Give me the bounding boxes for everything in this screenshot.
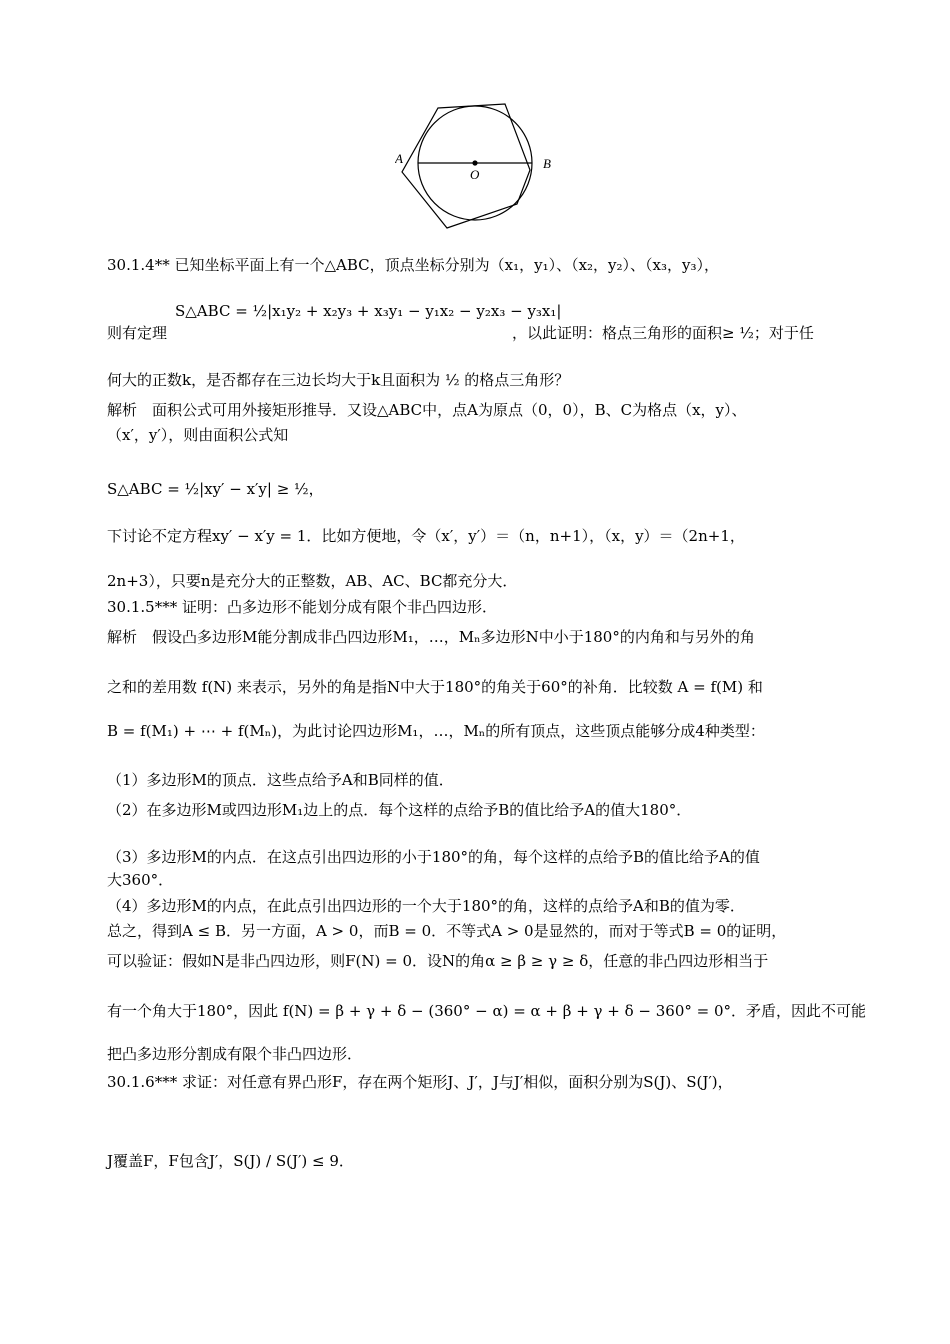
area-inequality: S△ABC = ½|xy′ − x′y| ≥ ½，: [107, 480, 324, 498]
analysis-30-1-5-line-1: 解析 假设凸多边形M能分割成非凸四边形M₁，…，Mₙ多边形N中小于180°的内角和与另外的角: [107, 628, 755, 646]
circumscribed-polygon: [402, 104, 530, 228]
label-b: B: [543, 156, 551, 171]
label-a: A: [395, 151, 403, 166]
problem-30-1-6-cont: J覆盖F，F包含J′，S(J) / S(J′) ≤ 9．: [107, 1152, 354, 1170]
diophantine-line: 下讨论不定方程xy′ − x′y = 1．比如方便地，令（x′，y′）＝（n，n+1），（x，y）＝（2n+1，: [107, 527, 745, 545]
summary-line-3: 有一个角大于180°，因此 f(N) = β + γ + δ − (360° − α) = α + β + γ + δ − 360° = 0°．矛盾，因此不可能: [107, 1002, 867, 1020]
circle-polygon-figure: [395, 100, 565, 235]
problem-30-1-6-statement: 30.1.6*** 求证：对任意有界凸形F，存在两个矩形J、J′，J与J′相似，面积分别为S(J)、S(J′)，: [107, 1073, 733, 1091]
problem-30-1-4-statement: 30.1.4** 已知坐标平面上有一个△ABC，顶点坐标分别为（x₁，y₁）、（x₂，y₂）、（x₃，y₃），: [107, 256, 720, 274]
summary-line-1: 总之，得到A ≤ B．另一方面，A > 0，而B = 0．不等式A > 0是显然的，而对于等式B = 0的证明，: [107, 922, 787, 940]
analysis-30-1-5-line-3: B = f(M₁) + ⋯ + f(Mₙ)，为此讨论四边形M₁，…，Mₙ的所有顶点，这些顶点能够分成4种类型：: [107, 722, 765, 740]
area-formula: S△ABC = ½|x₁y₂ + x₂y₃ + x₃y₁ − y₁x₂ − y₂x₃ − y₃x₁|: [175, 302, 562, 320]
theorem-line: 则有定理 ，以此证明：格点三角形的面积≥ ½；对于任: [107, 324, 814, 342]
case-3: （3）多边形M的内点．在这点引出四边形的小于180°的角，每个这样的点给予B的值比给予A的值: [107, 848, 760, 866]
analysis-line-2: （x′，y′），则由面积公式知: [107, 426, 289, 444]
case-1: （1）多边形M的顶点．这些点给予A和B同样的值．: [107, 771, 454, 789]
center-point: [472, 160, 477, 165]
summary-line-2: 可以验证：假如N是非凸四边形，则F(N) = 0．设N的角α ≥ β ≥ γ ≥ δ，任意的非凸四边形相当于: [107, 952, 769, 970]
case-4: （4）多边形M的内点，在此点引出四边形的一个大于180°的角，这样的点给予A和B的值为零．: [107, 897, 745, 915]
geometry-diagram: [395, 100, 565, 235]
label-o: O: [470, 167, 480, 182]
conclusion-line: 把凸多边形分割成有限个非凸四边形．: [107, 1045, 363, 1063]
analysis-line-1: 解析 面积公式可用外接矩形推导．又设△ABC中，点A为原点（0，0），B、C为格点（x，y）、: [107, 401, 747, 419]
analysis-30-1-5-line-2: 之和的差用数 f(N) 来表示，另外的角是指N中大于180°的角关于60°的补角．比较数 A = f(M) 和: [107, 678, 763, 696]
case-3-cont: 大360°．: [107, 871, 174, 889]
solution-line: 2n+3），只要n是充分大的正整数，AB、AC、BC都充分大．: [107, 572, 518, 590]
problem-30-1-5-statement: 30.1.5*** 证明：凸多边形不能划分成有限个非凸四边形．: [107, 598, 497, 616]
question-line: 何大的正数k，是否都存在三边长均大于k且面积为 ½ 的格点三角形？: [107, 371, 570, 389]
case-2: （2）在多边形M或四边形M₁边上的点．每个这样的点给予B的值比给予A的值大180°．: [107, 801, 692, 819]
